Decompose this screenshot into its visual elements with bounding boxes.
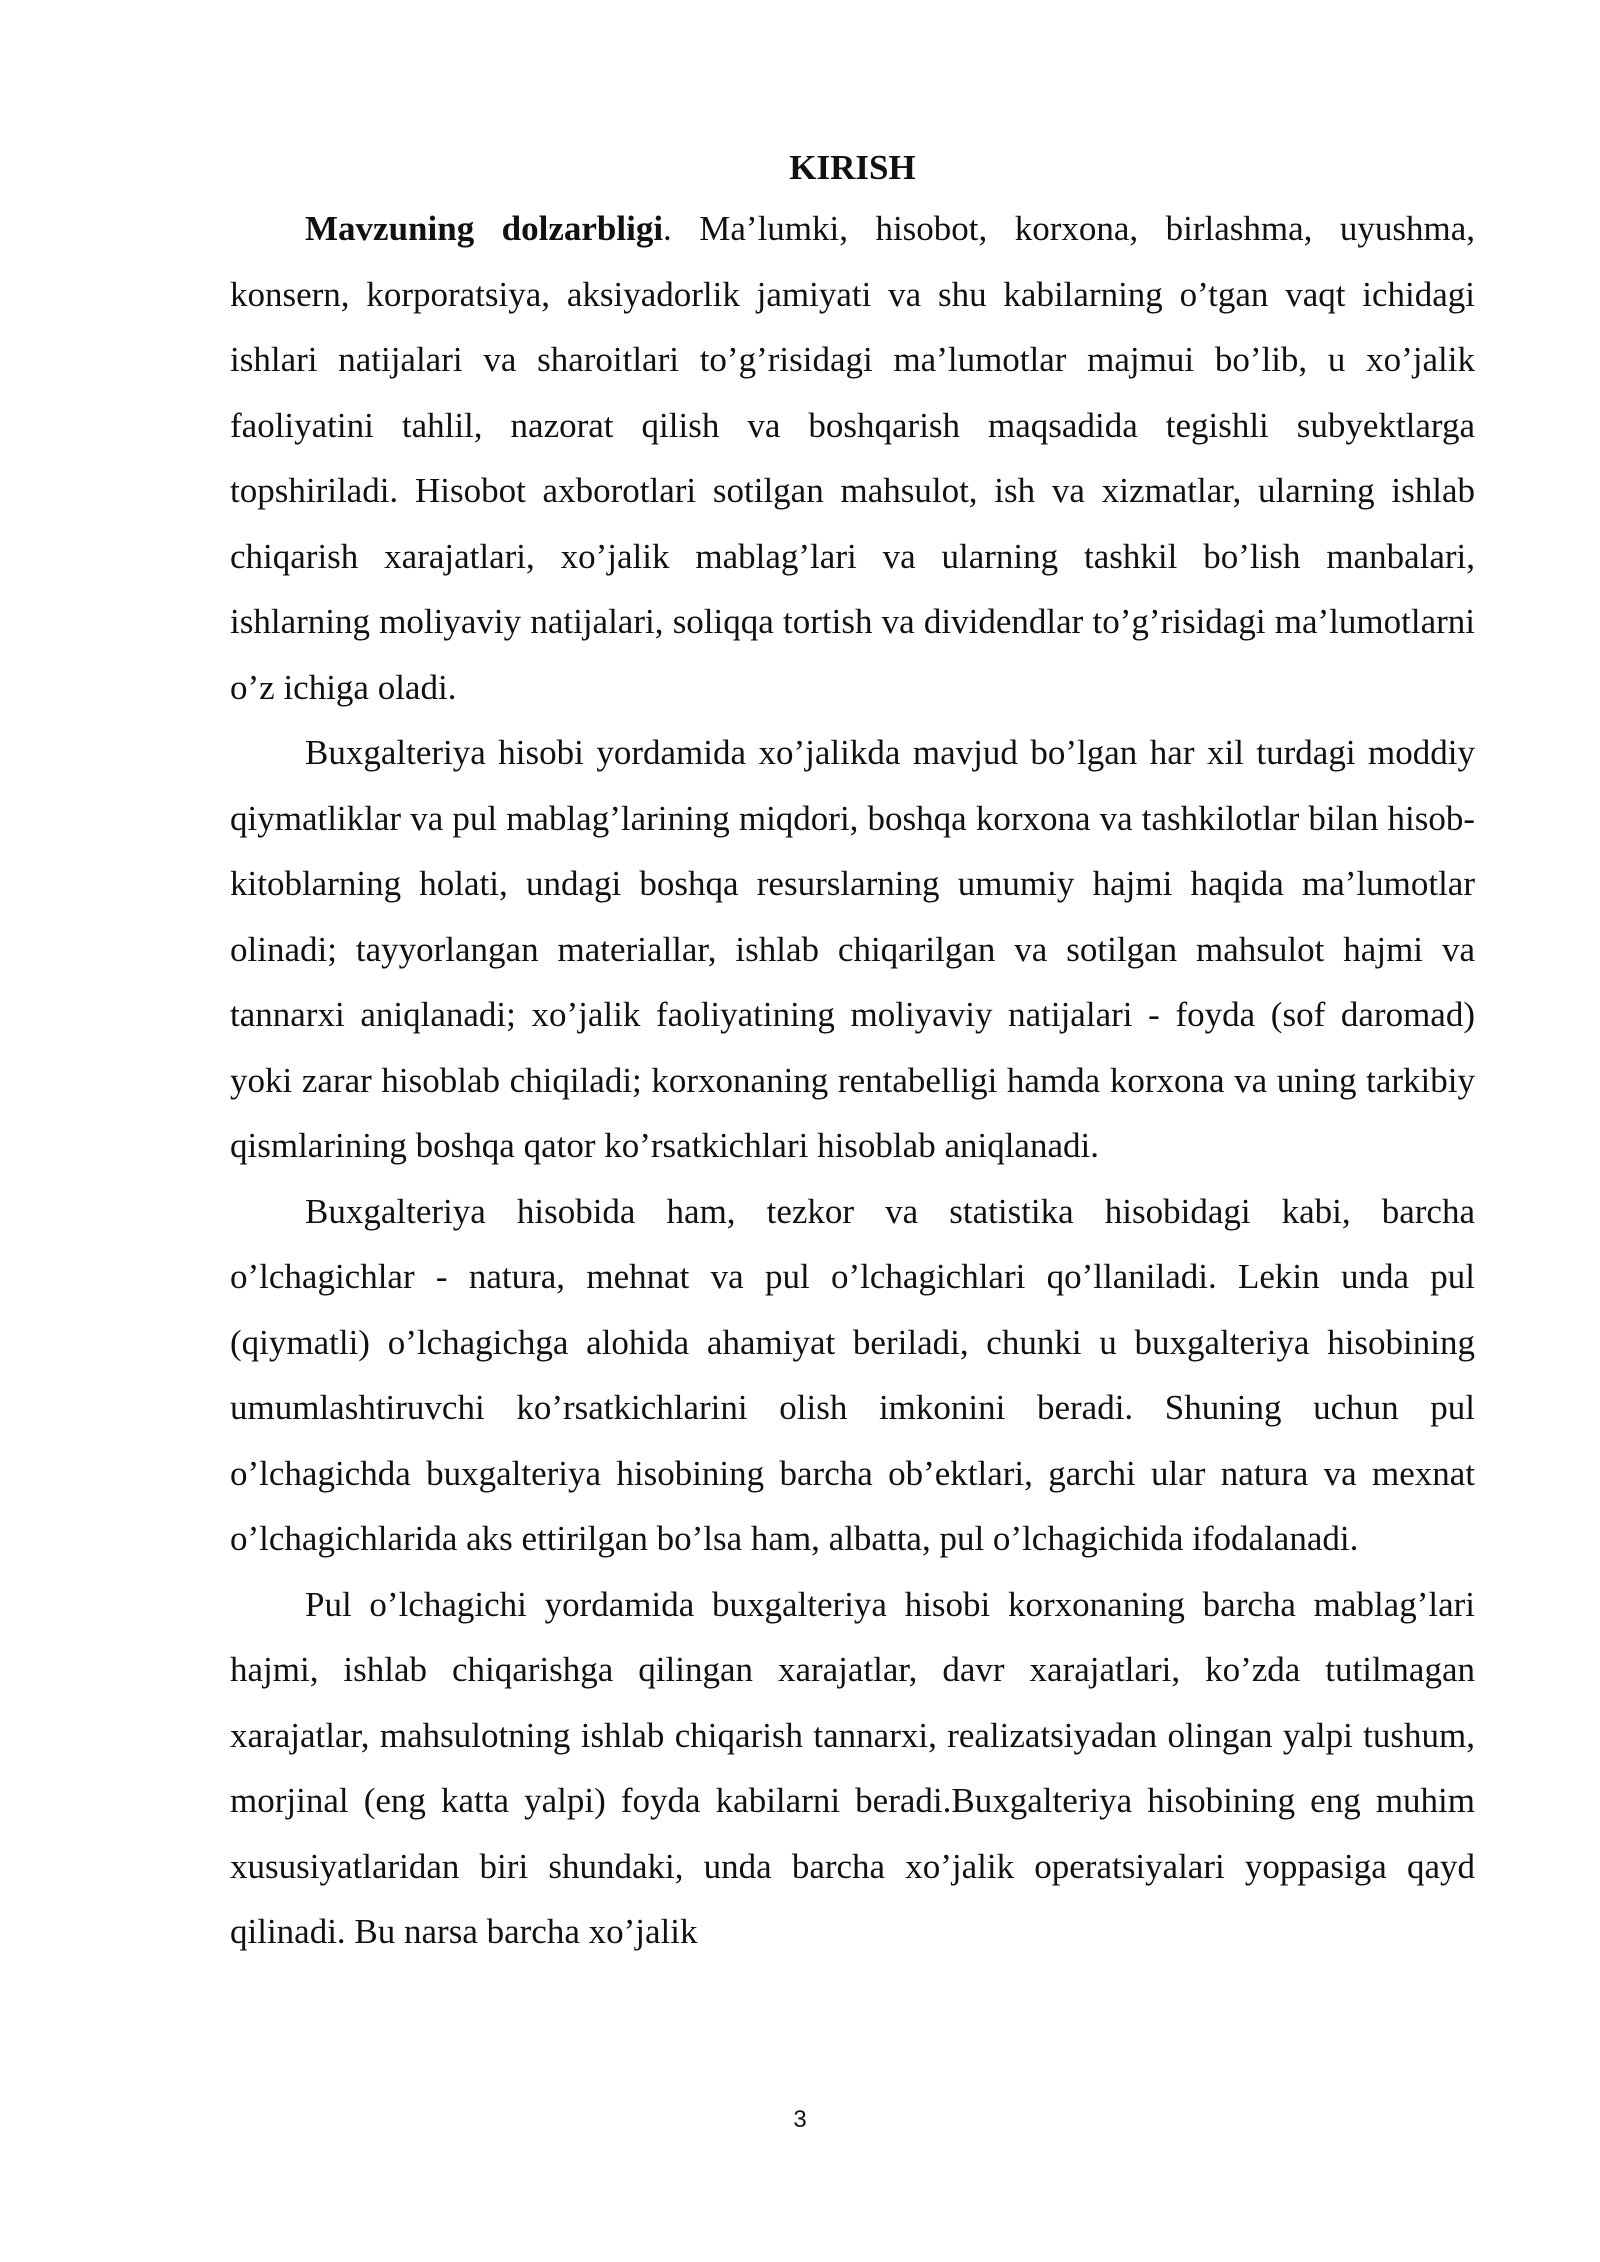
- page-number: 3: [793, 2106, 807, 2133]
- paragraph-1: [230, 196, 1475, 720]
- paragraph-3: Buxgalteriya hisobida ham, tezkor va statistika hisobidagi kabi, barcha o’lchagichlar - natura, mehnat va pul o’lchagichlari qo’llaniladi. Lekin unda pul (qiymatli) o’lchagichga alohida ahamiyat beriladi, chunki u buxgalteriya hisobining umumlashtiruvchi ko’rsatkichlarini olish imkonini beradi. Shuning uchun pul o’lchagichda buxgalteriya hisobining barcha ob’ektlari, garchi ular natura va mexnat o’lchagichlarida aks ettirilgan bo’lsa ham, albatta, pul o’lchagichida ifodalanadi.: [230, 1191, 1475, 1558]
- paragraph-4: Pul o’lchagichi yordamida buxgalteriya hisobi korxonaning barcha mablag’lari hajmi, ishlab chiqarishga qilingan xarajatlar, davr xarajatlari, ko’zda tutilmagan xarajatlar, mahsulotning ishlab chiqarish tannarxi, realizatsiyadan olingan yalpi tushum, morjinal (eng katta yalpi) foyda kabilarni beradi.Buxgalteriya hisobining eng muhim xususiyatlaridan biri shundaki, unda barcha xo’jalik operatsiyalari yoppasiga qayd qilinadi. Bu narsa barcha xo’jalik: [230, 1584, 1475, 1951]
- page-heading: KIRISH: [789, 148, 916, 187]
- paragraph-2: Buxgalteriya hisobi yordamida xo’jalikda mavjud bo’lgan har xil turdagi moddiy qiymatliklar va pul mablag’larining miqdori, boshqa korxona va tashkilotlar bilan hisob-kitoblarning holati, undagi boshqa resurslarning umumiy hajmi haqida ma’lumotlar olinadi; tayyorlangan materiallar, ishlab chiqarilgan va sotilgan mahsulot hajmi va tannarxi aniqlanadi; xo’jalik faoliyatining moliyaviy natijalari - foyda (sof daromad) yoki zarar hisoblab chiqiladi; korxonaning rentabelligi hamda korxona va uning tarkibiy qismlarining boshqa qator ko’rsatkichlari hisoblab aniqlanadi.: [230, 733, 1475, 1165]
- intro-bold-phrase: Mavzuning dolzarbligi: [305, 209, 664, 248]
- paragraph-1-text: . Ma’lumki, hisobot, korxona, birlashma, uyushma, konsern, korporatsiya, aksiyadorlik jamiyati va shu kabilarning o’tgan vaqt ichidagi ishlari natijalari va sharoitlari to’g’risidagi ma’lumotlar majmui bo’lib, u xo’jalik faoliyatini tahlil, nazorat qilish va boshqarish maqsadida tegishli subyektlarga topshiriladi. Hisobot axborotlari sotilgan mahsulot, ish va xizmatlar, ularning ishlab chiqarish xarajatlari, xo’jalik mablag’lari va ularning tashkil bo’lish manbalari, ishlarning moliyaviy natijalari, soliqqa tortish va dividendlar to’g’risidagi ma’lumotlarni o’z ichiga oladi.: [230, 209, 1475, 707]
- document-body: [230, 140, 1475, 1965]
